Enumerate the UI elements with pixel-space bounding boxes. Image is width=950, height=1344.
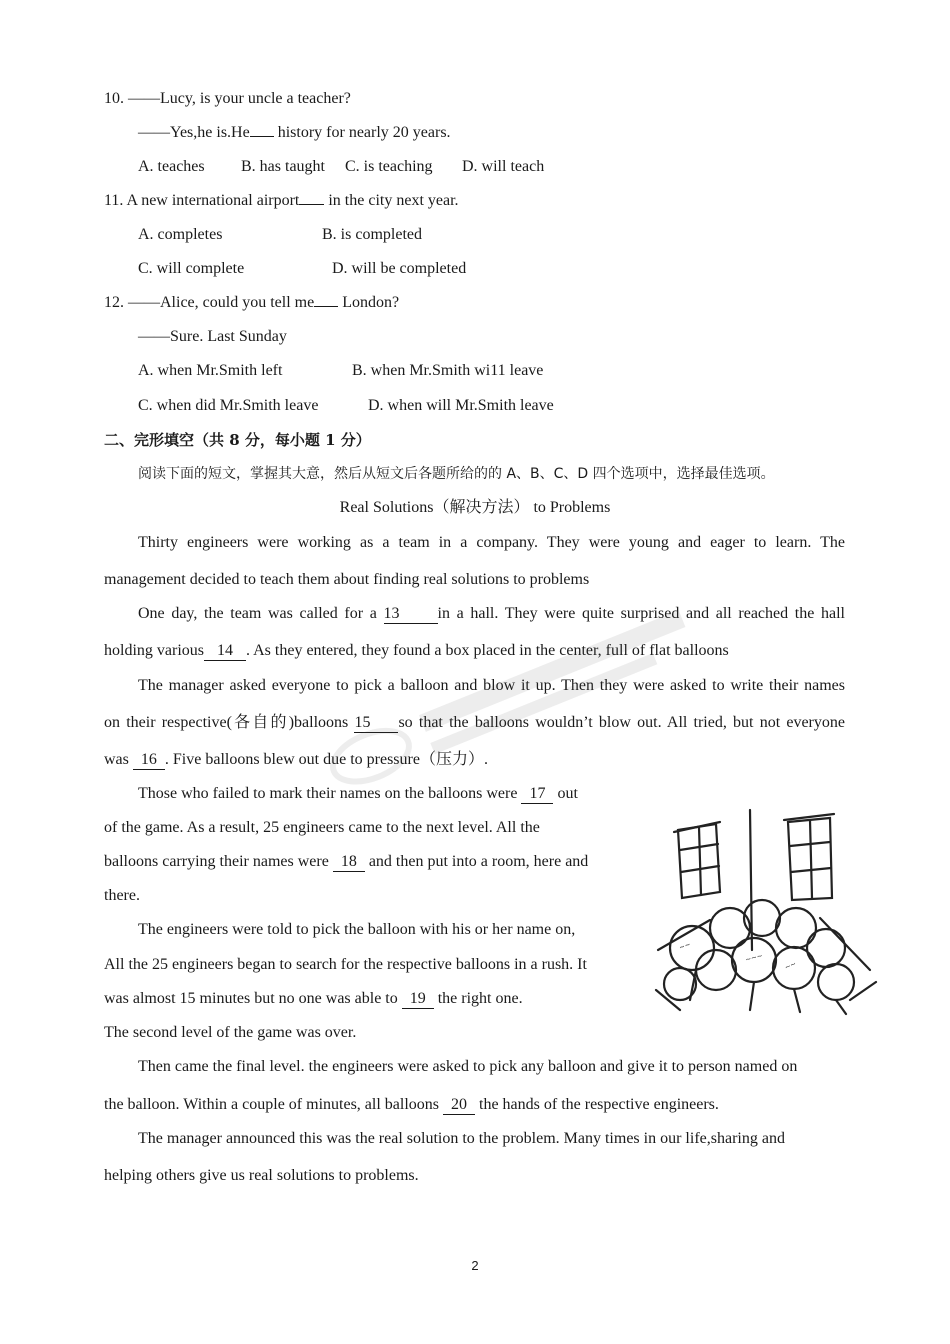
- blank-20[interactable]: 20: [443, 1096, 475, 1115]
- passage-line: Those who failed to mark their names on the balloons were 17 out: [138, 785, 578, 802]
- passage-line: on their respective(各自的)balloons 15 so that the balloons wouldn’t blow out. All tried, but not everyone: [104, 714, 845, 731]
- q10-reply: ——Yes,he is.He history for nearly 20 years.: [138, 124, 451, 141]
- passage-line: The manager asked everyone to pick a balloon and blow it up. Then they were asked to write their names: [138, 677, 845, 694]
- passage-line: helping others give us real solutions to problems.: [104, 1167, 419, 1184]
- q11-option-b: B. is completed: [322, 226, 422, 243]
- passage-line: was almost 15 minutes but no one was able to 19 the right one.: [104, 990, 523, 1007]
- blank-17[interactable]: 17: [521, 785, 553, 804]
- passage-line: the balloon. Within a couple of minutes, all balloons 20 the hands of the respective engineers.: [104, 1096, 719, 1113]
- q12-reply: ——Sure. Last Sunday: [138, 328, 287, 345]
- answer-blank[interactable]: [299, 204, 324, 205]
- passage-line: holding various 14 . As they entered, they found a box placed in the center, full of flat balloons: [104, 642, 729, 659]
- q10-stem: 10. ——Lucy, is your uncle a teacher?: [104, 90, 351, 107]
- passage-line: All the 25 engineers began to search for the respective balloons in a rush. It: [104, 956, 587, 973]
- passage-line: One day, the team was called for a 13 in a hall. They were quite surprised and all reached the hall: [138, 605, 845, 622]
- q10-option-a: A. teaches: [138, 158, 205, 175]
- passage-line: was 16 . Five balloons blew out due to pressure（压力）.: [104, 751, 488, 768]
- blank-18[interactable]: 18: [333, 853, 365, 872]
- passage-line: Thirty engineers were working as a team in a company. They were young and eager to learn. The: [138, 534, 845, 551]
- q12-option-b: B. when Mr.Smith wi11 leave: [352, 362, 544, 379]
- svg-text:~~: ~~: [677, 940, 692, 952]
- svg-text:~~: ~~: [783, 959, 798, 972]
- passage-line: Then came the final level. the engineers were asked to pick any balloon and give it to person named on: [138, 1058, 798, 1075]
- q11-option-d: D. will be completed: [332, 260, 467, 277]
- svg-text:~~~: ~~~: [744, 951, 764, 964]
- q11-option-a: A. completes: [138, 226, 223, 243]
- blank-13[interactable]: 13: [384, 605, 438, 624]
- blank-15[interactable]: 15: [354, 714, 398, 733]
- q10-option-b: B. has taught: [241, 158, 325, 175]
- passage-line: The second level of the game was over.: [104, 1024, 357, 1041]
- blank-19[interactable]: 19: [402, 990, 434, 1009]
- q12-stem: 12. ——Alice, could you tell me London?: [104, 294, 400, 311]
- q12-option-a: A. when Mr.Smith left: [138, 362, 283, 379]
- answer-blank[interactable]: [250, 136, 274, 137]
- q10-option-d: D. will teach: [462, 158, 545, 175]
- blank-14[interactable]: 14: [204, 642, 246, 661]
- passage-title: Real Solutions（解决方法） to Problems: [339, 499, 611, 516]
- q12-option-c: C. when did Mr.Smith leave: [138, 397, 319, 414]
- q12-option-d: D. when will Mr.Smith leave: [368, 397, 554, 414]
- answer-blank[interactable]: [314, 306, 338, 307]
- balloons-illustration: [650, 800, 878, 1018]
- section-instruction: 阅读下面的短文，掌握其大意，然后从短文后各题所给的的 A、B、C、D 四个选项中，选择最佳选项。: [138, 466, 775, 482]
- blank-16[interactable]: 16: [133, 751, 165, 770]
- passage-line: balloons carrying their names were 18 and then put into a room, here and: [104, 853, 589, 870]
- section-heading: 二、完形填空（共 8 分，每小题 1 分）: [104, 431, 371, 449]
- passage-line: The engineers were told to pick the balloon with his or her name on,: [138, 921, 576, 938]
- q10-option-c: C. is teaching: [345, 158, 433, 175]
- passage-line: of the game. As a result, 25 engineers came to the next level. All the: [104, 819, 540, 836]
- passage-line: management decided to teach them about finding real solutions to problems: [104, 571, 590, 588]
- page-number: 2: [471, 1258, 479, 1273]
- q11-option-c: C. will complete: [138, 260, 245, 277]
- passage-line: The manager announced this was the real solution to the problem. Many times in our life,sharing and: [138, 1130, 785, 1147]
- passage-line: there.: [104, 887, 140, 904]
- q11-stem: 11. A new international airport in the city next year.: [104, 192, 459, 209]
